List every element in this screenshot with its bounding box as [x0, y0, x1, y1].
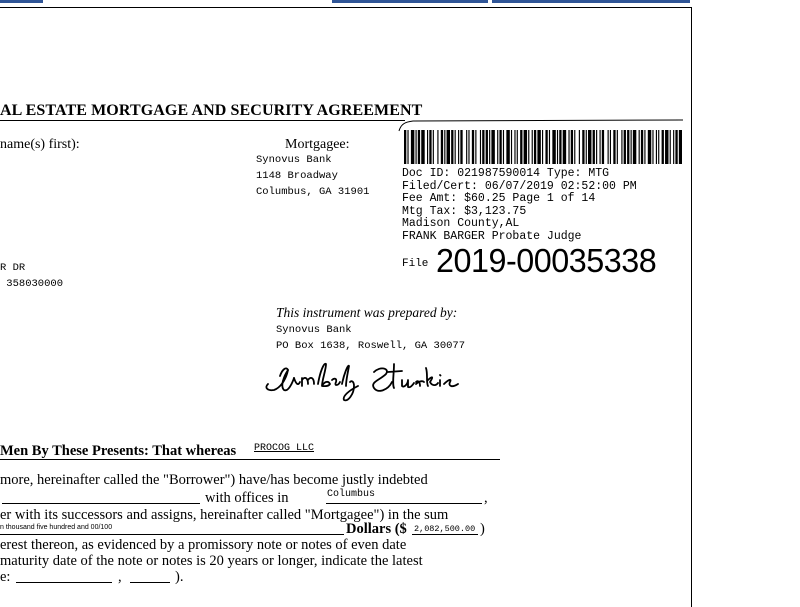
preparer-address	[276, 322, 465, 354]
dollars-label: Dollars ($	[346, 521, 407, 537]
offices-city: Columbus	[327, 489, 376, 500]
mortgagor-address	[0, 260, 63, 292]
barcode-bar	[517, 130, 518, 164]
barcode-bar	[627, 130, 629, 164]
barcode-bar	[673, 130, 674, 164]
mortgagee-name: Synovus Bank	[256, 154, 332, 166]
barcode-bar	[610, 130, 611, 164]
maturity-close: ).	[175, 569, 184, 585]
mortgagee-address	[256, 152, 369, 200]
mortgagee-label: Mortgagee:	[285, 137, 350, 152]
barcode-bar	[549, 130, 550, 164]
barcode-bar	[458, 130, 459, 164]
barcode-bar	[621, 130, 622, 164]
barcode-bar	[475, 130, 476, 164]
barcode-bar	[563, 130, 566, 164]
barcode-bar	[520, 130, 522, 164]
barcode-bar	[613, 130, 615, 164]
mortgage-tax: Mtg Tax: $3,123.75	[402, 204, 527, 218]
barcode-bar	[455, 130, 456, 164]
mortgagor-label: name(s) first):	[0, 137, 80, 152]
title-rule	[0, 120, 405, 121]
barcode-bar	[418, 130, 420, 164]
barcode-bar	[433, 130, 434, 164]
barcode-bar	[670, 130, 671, 164]
barcode-bar	[656, 130, 657, 164]
barcode-bar	[602, 130, 604, 164]
body-line-1: more, hereinafter called the "Borrower") have/has become justly indebted	[0, 472, 428, 488]
barcode-bar	[679, 130, 682, 164]
barcode-bar	[596, 130, 597, 164]
barcode-bar	[586, 130, 587, 164]
barcode-bar	[421, 130, 424, 164]
barcode-bar	[568, 130, 569, 164]
amount-numeric: 2,082,500.00	[414, 524, 476, 534]
blank-line	[2, 503, 200, 504]
barcode-bar	[624, 130, 626, 164]
barcode-bar	[429, 130, 431, 164]
barcode-bar	[427, 130, 428, 164]
barcode-bar	[472, 130, 474, 164]
barcode-bar	[641, 130, 643, 164]
barcode-bar	[582, 130, 584, 164]
mortgagee-city: Columbus, GA 31901	[256, 186, 370, 198]
barcode-bar	[511, 130, 512, 164]
borrower-name-rule	[0, 459, 500, 460]
barcode-bar	[593, 130, 595, 164]
comma: ,	[484, 490, 488, 506]
barcode-bar	[534, 130, 536, 164]
file-prefix: File	[402, 258, 429, 270]
top-link-strip-right	[332, 0, 488, 3]
maturity-separator: ,	[118, 569, 122, 585]
barcode-bar	[665, 130, 668, 164]
amount-num-rule	[412, 534, 478, 535]
barcode-bar	[552, 130, 555, 164]
amount-in-words: n thousand five hundred and 00/100	[0, 524, 113, 531]
barcode-bar	[658, 130, 659, 164]
barcode-bar	[460, 130, 462, 164]
barcode-bar	[480, 130, 481, 164]
barcode-bar	[532, 130, 533, 164]
recording-info	[402, 168, 637, 243]
top-link-strip-left	[0, 0, 43, 3]
body-line-3: er with its successors and assigns, hereinafter called "Mortgagee") in the sum	[0, 507, 449, 523]
fee-amount: Fee Amt: $60.25 Page 1 of 14	[402, 192, 596, 205]
barcode-bar	[514, 130, 515, 164]
probate-judge: FRANK BARGER Probate Judge	[402, 229, 582, 243]
maturity-month-day-rule	[16, 582, 112, 583]
top-link-strip-right-2	[492, 0, 690, 3]
mortgagee-street: 1148 Broadway	[256, 170, 338, 182]
barcode-bar	[617, 130, 618, 164]
barcode-bar	[499, 130, 501, 164]
barcode-bar	[466, 130, 467, 164]
barcode-bar	[537, 130, 540, 164]
body-line-5: erest thereon, as evidenced by a promissory note or notes of even date	[0, 537, 407, 553]
barcode-bar	[506, 130, 509, 164]
barcode-bar	[404, 130, 406, 164]
doc-id: Doc ID: 021987590014 Type: MTG	[402, 167, 610, 180]
barcode-bar	[662, 130, 664, 164]
mortgagor-zip: 358030000	[0, 278, 64, 290]
barcode-bar	[524, 130, 527, 164]
barcode-bar	[639, 130, 640, 164]
barcode-bar	[600, 130, 601, 164]
barcode-bar	[559, 130, 561, 164]
prepared-by-label: This instrument was prepared by:	[276, 305, 458, 320]
county: Madison County,AL	[402, 217, 520, 230]
barcode-bar	[437, 130, 438, 164]
barcode	[404, 130, 682, 164]
file-number: 2019-00035338	[436, 242, 657, 279]
barcode-bar	[545, 130, 547, 164]
city-rule	[326, 503, 482, 504]
offices-in-label: with offices in	[205, 490, 289, 506]
barcode-bar	[444, 130, 445, 164]
barcode-bar	[503, 130, 504, 164]
maturity-label: e:	[0, 569, 15, 585]
barcode-bar	[441, 130, 443, 164]
body-line-6: maturity date of the note or notes is 20 years or longer, indicate the latest	[0, 553, 423, 569]
mortgagor-street: R DR	[0, 262, 26, 274]
amount-words-rule	[0, 534, 344, 535]
barcode-bar	[648, 130, 651, 164]
body-line-7	[0, 569, 14, 586]
barcode-bar	[416, 130, 417, 164]
barcode-bar	[411, 130, 414, 164]
barcode-bar	[633, 130, 636, 164]
barcode-bar	[482, 130, 484, 164]
barcode-bar	[557, 130, 558, 164]
barcode-bar	[486, 130, 488, 164]
borrower-name: PROCOG LLC	[254, 443, 315, 454]
preparer-street: PO Box 1638, Roswell, GA 30077	[276, 340, 466, 352]
maturity-year-rule	[130, 582, 170, 583]
barcode-bar	[608, 130, 609, 164]
barcode-bar	[542, 130, 543, 164]
barcode-bar	[588, 130, 591, 164]
barcode-bar	[491, 130, 494, 164]
barcode-bar	[451, 130, 453, 164]
know-all-men-clause: Men By These Presents: That whereas	[0, 443, 237, 459]
preparer-name: Synovus Bank	[276, 324, 352, 336]
barcode-bar	[497, 130, 498, 164]
barcode-bar	[675, 130, 677, 164]
barcode-bar	[579, 130, 580, 164]
document-title: AL ESTATE MORTGAGE AND SECURITY AGREEMENT	[0, 102, 423, 119]
close-paren: )	[480, 521, 485, 537]
barcode-bar	[571, 130, 573, 164]
filed-cert: Filed/Cert: 06/07/2019 02:52:00 PM	[402, 179, 637, 193]
barcode-bar	[631, 130, 632, 164]
handwritten-signature	[262, 356, 467, 404]
barcode-bar	[407, 130, 408, 164]
barcode-bar	[644, 130, 645, 164]
barcode-bar	[468, 130, 469, 164]
barcode-bar	[528, 130, 529, 164]
barcode-bar	[447, 130, 450, 164]
barcode-bar	[574, 130, 575, 164]
barcode-bar	[652, 130, 653, 164]
barcode-bar	[489, 130, 490, 164]
